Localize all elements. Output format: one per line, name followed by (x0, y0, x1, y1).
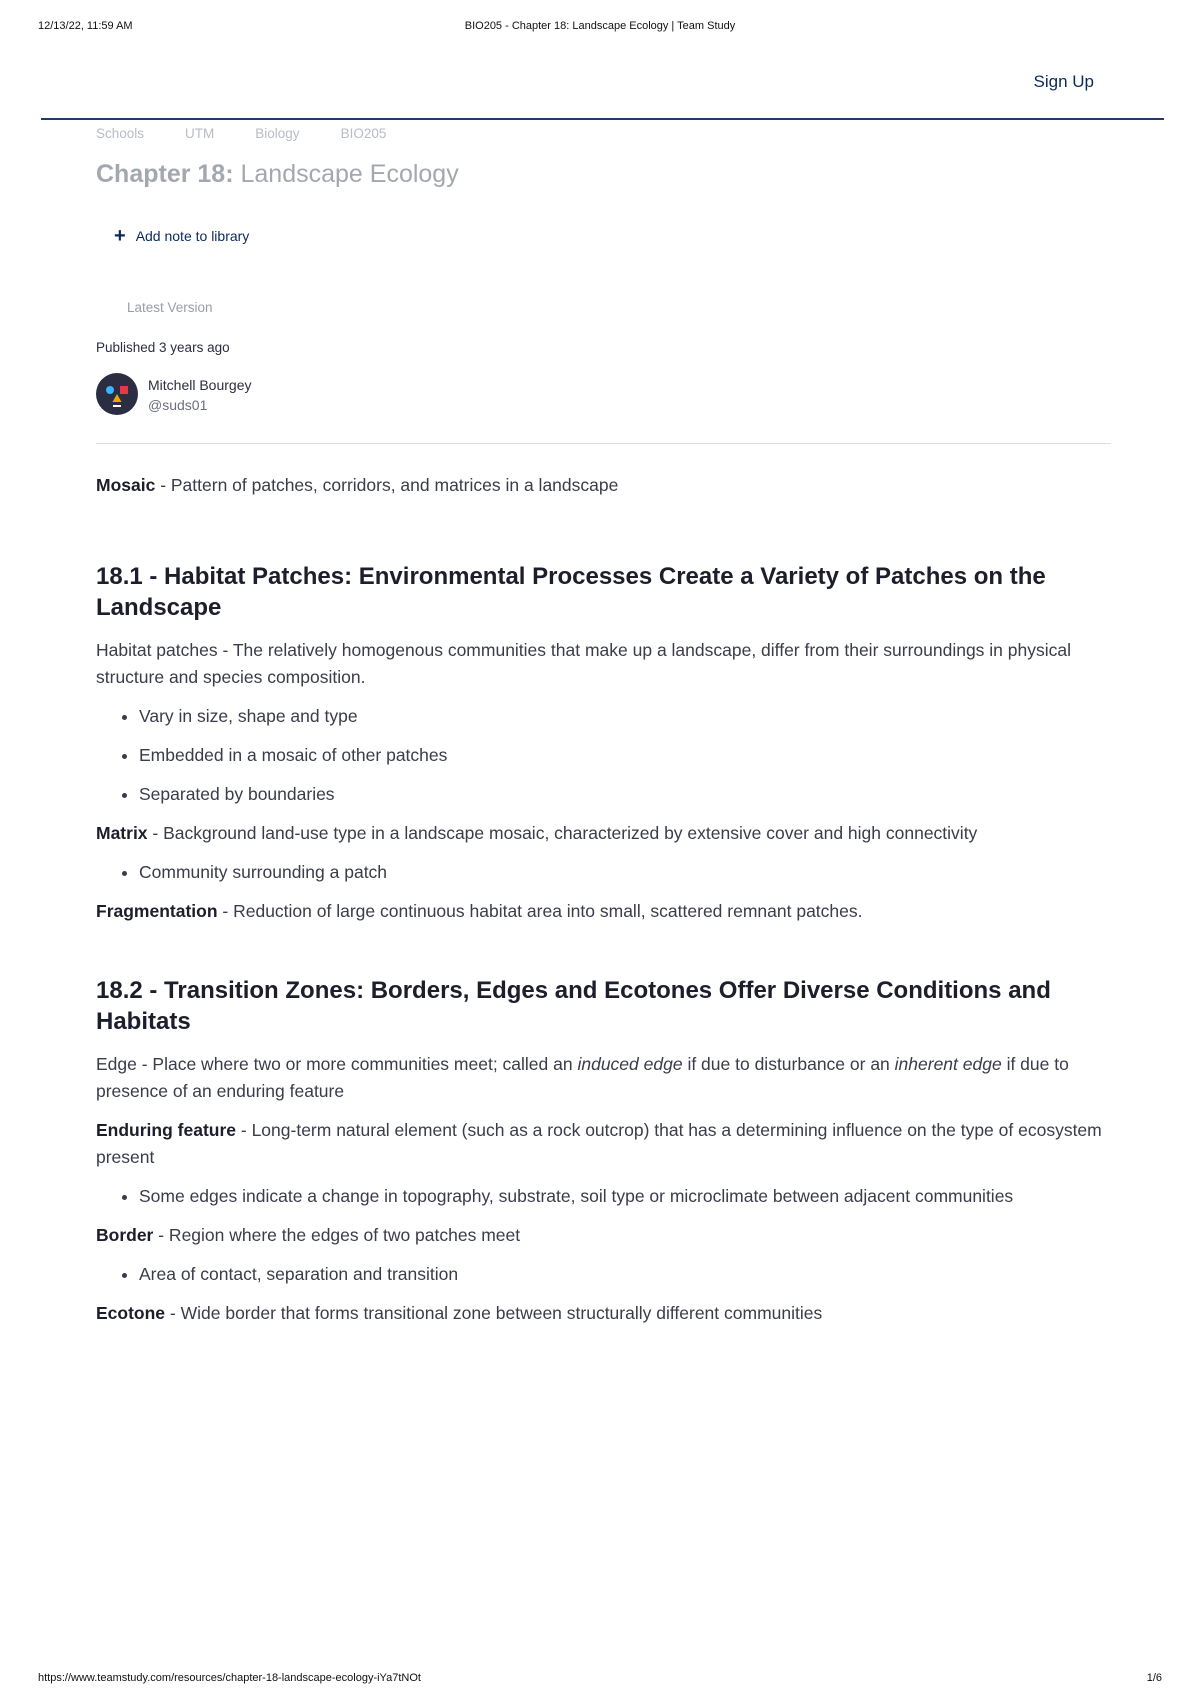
term-ecotone: Ecotone (96, 1303, 166, 1323)
breadcrumb-biology[interactable]: Biology (255, 126, 300, 141)
breadcrumb-utm[interactable]: UTM (185, 126, 215, 141)
term-border: Border (96, 1225, 154, 1245)
latest-version-label[interactable]: Latest Version (127, 300, 213, 315)
print-doc-title: BIO205 - Chapter 18: Landscape Ecology | Team Study (464, 20, 736, 32)
edge-definition (96, 1051, 1111, 1105)
enduring-feature-text: - Long-term natural element (such as a rock outcrop) that has a determining influence on the type of ecosystem present (96, 1120, 1102, 1167)
matrix-text: - Background land-use type in a landscape mosaic, characterized by extensive cover and high connectivity (147, 823, 978, 843)
edge-text-3: if due to presence of an enduring feature (96, 1054, 1069, 1101)
ecotone-definition (96, 1300, 1111, 1327)
term-enduring-feature: Enduring feature (96, 1120, 237, 1140)
chapter-number: Chapter 18: (96, 160, 234, 188)
mosaic-text: - Pattern of patches, corridors, and matrices in a landscape (155, 475, 619, 495)
plus-icon: + (114, 225, 126, 247)
list-item: • Some edges indicate a change in topography, substrate, soil type or microclimate between adjacent communities (139, 1183, 1111, 1210)
print-datetime: 12/13/22, 11:59 AM (38, 20, 133, 32)
author-handle: @suds01 (148, 396, 208, 413)
term-matrix: Matrix (96, 823, 148, 843)
add-note-button[interactable] (114, 225, 250, 247)
avatar-shapes-icon (96, 373, 138, 415)
sign-up-link[interactable]: Sign Up (1033, 72, 1094, 91)
matrix-definition (96, 820, 1111, 847)
chapter-name: Landscape Ecology (233, 160, 459, 188)
author-card[interactable] (96, 373, 252, 415)
breadcrumb (96, 126, 386, 141)
term-mosaic: Mosaic (96, 475, 156, 495)
breadcrumb-bio205[interactable]: BIO205 (340, 126, 387, 141)
matrix-list (96, 859, 1111, 886)
fragmentation-text: - Reduction of large continuous habitat area into small, scattered remnant patches. (217, 901, 863, 921)
content-divider (96, 443, 1111, 444)
print-footer (38, 1672, 1162, 1686)
page-title (96, 160, 459, 189)
list-item: • Area of contact, separation and transition (139, 1261, 1111, 1288)
section-heading-18-1: 18.1 - Habitat Patches: Environmental Processes Create a Variety of Patches on the Landscape (96, 563, 1046, 621)
list-item: • Community surrounding a patch (139, 859, 1111, 886)
mosaic-definition (96, 472, 1111, 499)
print-url: https://www.teamstudy.com/resources/chapter-18-landscape-ecology-iYa7tNOt (38, 1672, 421, 1684)
note-content (96, 472, 1111, 1339)
term-induced-edge: induced edge (577, 1054, 683, 1074)
habitat-patches-definition: Habitat patches - The relatively homogenous communities that make up a landscape, differ from their surroundings in physical structure and species composition. (96, 640, 1072, 687)
edge-text-2: if due to disturbance or an (682, 1054, 895, 1074)
ecotone-text: - Wide border that forms transitional zone between structurally different communities (165, 1303, 823, 1323)
add-note-label: Add note to library (135, 228, 250, 244)
list-item: • Embedded in a mosaic of other patches (139, 742, 1111, 769)
term-fragmentation: Fragmentation (96, 901, 218, 921)
border-definition (96, 1222, 1111, 1249)
list-item: • Vary in size, shape and type (139, 703, 1111, 730)
print-header (38, 20, 1162, 34)
list-item: • Separated by boundaries (139, 781, 1111, 808)
enduring-feature-list (96, 1183, 1111, 1210)
published-date: Published 3 years ago (96, 340, 230, 355)
border-text: - Region where the edges of two patches meet (153, 1225, 521, 1245)
enduring-feature-definition (96, 1117, 1111, 1171)
breadcrumb-schools[interactable]: Schools (96, 126, 145, 141)
avatar (96, 373, 138, 415)
author-name: Mitchell Bourgey (148, 376, 252, 393)
print-page-number: 1/6 (1146, 1672, 1162, 1684)
edge-text-1: Edge - Place where two or more communities meet; called an (96, 1054, 578, 1074)
habitat-patches-list (96, 703, 1111, 808)
section-heading-18-2: 18.2 - Transition Zones: Borders, Edges and Ecotones Offer Diverse Conditions and Habitats (96, 977, 1051, 1035)
header-divider (41, 118, 1164, 120)
fragmentation-definition (96, 898, 1111, 925)
border-list (96, 1261, 1111, 1288)
term-inherent-edge: inherent edge (894, 1054, 1002, 1074)
